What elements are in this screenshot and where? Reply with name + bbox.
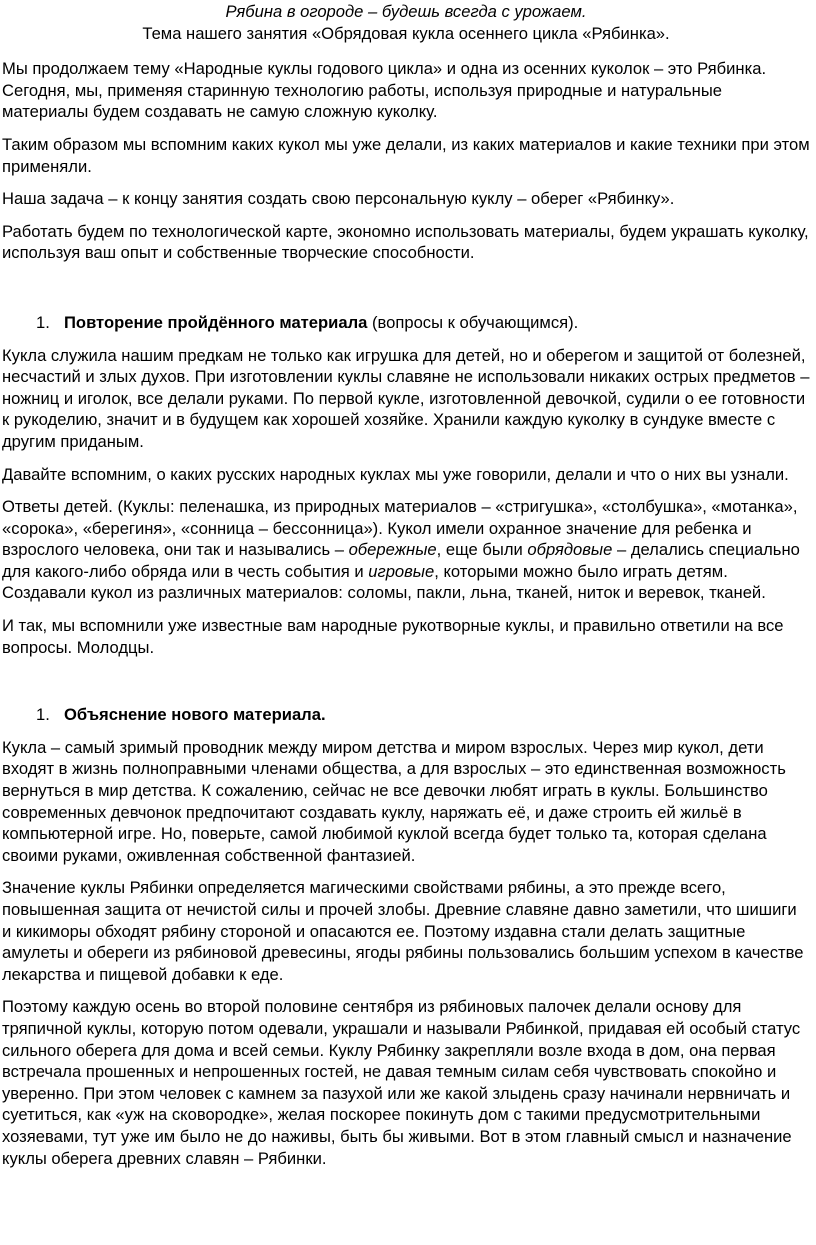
section-1-heading (2, 312, 810, 334)
p3-term-play: игровые (368, 561, 435, 581)
p3-text-d: , которыми можно было играть детям. Создавали кукол из различных материалов: соломы, пакли, льна, тканей, ниток и веревок, тканей. (2, 561, 766, 603)
section-1-number: 1. (36, 312, 50, 332)
section-2-paragraph-1: Кукла – самый зримый проводник между миром детства и миром взрослых. Через мир кукол, дети входят в жизнь полноправными членами общества, а для взрослых – это единственная возможность вернуться в мир детства. К сожалению, сейчас не все девочки любят играть в куклы. Большинство современных девчонок предпочитают создавать куклу, наряжать её, и даже строить ей жильё в компьютерной игре. Но, поверьте, самой любимой куклой всегда будет только та, которая сделана своими руками, оживленная собственной фантазией. (2, 737, 786, 865)
section-1-title: Повторение пройдённого материала (64, 312, 368, 332)
section-2-heading (2, 704, 810, 726)
section-1-title-wrap (64, 312, 578, 334)
p3-term-protective: обережные (348, 540, 437, 560)
intro-paragraph-2: Таким образом мы вспомним каких кукол мы уже делали, из каких материалов и какие техники при этом применяли. (2, 134, 810, 176)
p3-text-c: – делались специально для какого-либо обряда или в честь события и (2, 540, 800, 581)
section-1-note: (вопросы к обучающимся). (367, 312, 579, 332)
section-2-title: Объяснение нового материала. (64, 705, 326, 725)
epigraph: Рябина в огороде – будешь всегда с урожаем. (225, 2, 587, 21)
document-header (2, 1, 810, 44)
p3-term-ritual: обрядовые (527, 540, 613, 560)
lesson-topic: Тема нашего занятия «Обрядовая кукла осеннего цикла «Рябинка». (142, 23, 670, 43)
document-page (0, 1, 816, 1245)
intro-paragraph-3: Наша задача – к концу занятия создать свою персональную куклу – оберег «Рябинку». (2, 189, 675, 209)
section-1-paragraph-4: И так, мы вспомнили уже известные вам народные рукотворные куклы, и правильно ответили на все вопросы. Молодцы. (2, 616, 784, 657)
p3-text-b: , еще были (436, 540, 528, 560)
p3-text-a: Ответы детей. (Куклы: пеленашка, из природных материалов – «стригушка», «столбушка», «мотанка», «сорока», «берегиня», «сонница – бессонница»). Кукол имели охранное значение для ребенка и взрослого человека, они так и назывались – (2, 497, 798, 560)
section-1-paragraph-2: Давайте вспомним, о каких русских народных куклах мы уже говорили, делали и что о них вы узнали. (2, 464, 789, 484)
section-1-paragraph-1: Кукла служила нашим предкам не только как игрушка для детей, но и оберегом и защитой от болезней, несчастий и злых духов. При изготовлении куклы славяне не использовали никаких острых предметов – ножниц и иголок, все делали руками. По первой кукле, изготовленной девочкой, судили о ее готовности к рукоделию, значит и в будущем как хорошей хозяйке. Хранили каждую куколку в сундуке вместе с другим приданым. (2, 345, 810, 451)
intro-paragraph-1: Мы продолжаем тему «Народные куклы годового цикла» и одна из осенних куколок – это Рябинка. Сегодня, мы, применяя старинную технологию работы, используя природные и натуральные материалы будем создавать не самую сложную куколку. (2, 59, 767, 122)
section-2-paragraph-3: Поэтому каждую осень во второй половине сентября из рябиновых палочек делали основу для тряпичной куклы, которую потом одевали, украшали и называли Рябинкой, придавая ей особый статус сильного оберега для дома и всей семьи. Куклу Рябинку закрепляли возле входа в дом, она первая встречала прошенных и непрошенных гостей, не давая темным силам себя чувствовать спокойно и уверенно. При этом человек с камнем за пазухой или же какой злыдень сразу начинали нервничать и суетиться, как «уж на сковородке», желая поскорее покинуть дом с такими предусмотрительными хозяевами, тут уже им было не до наживы, быть бы живыми. Вот в этом главный смысл и назначение куклы оберега древних славян – Рябинки. (2, 997, 801, 1168)
intro-paragraph-4: Работать будем по технологической карте, экономно использовать материалы, будем украшать куколку, используя ваш опыт и собственные творческие способности. (2, 221, 809, 263)
section-2-number: 1. (36, 705, 50, 725)
section-2-paragraph-2: Значение куклы Рябинки определяется магическими свойствами рябины, а это прежде всего, повышенная защита от нечистой силы и прочей злобы. Древние славяне давно заметили, что шишиги и кикиморы обходят рябину стороной и опасаются ее. Поэтому издавна стали делать защитные амулеты и обереги из рябиновой древесины, ягоды рябины пользовались большим успехом в качестве лекарства и пищевой добавки к еде. (2, 878, 804, 984)
section-1-paragraph-3 (2, 496, 810, 604)
